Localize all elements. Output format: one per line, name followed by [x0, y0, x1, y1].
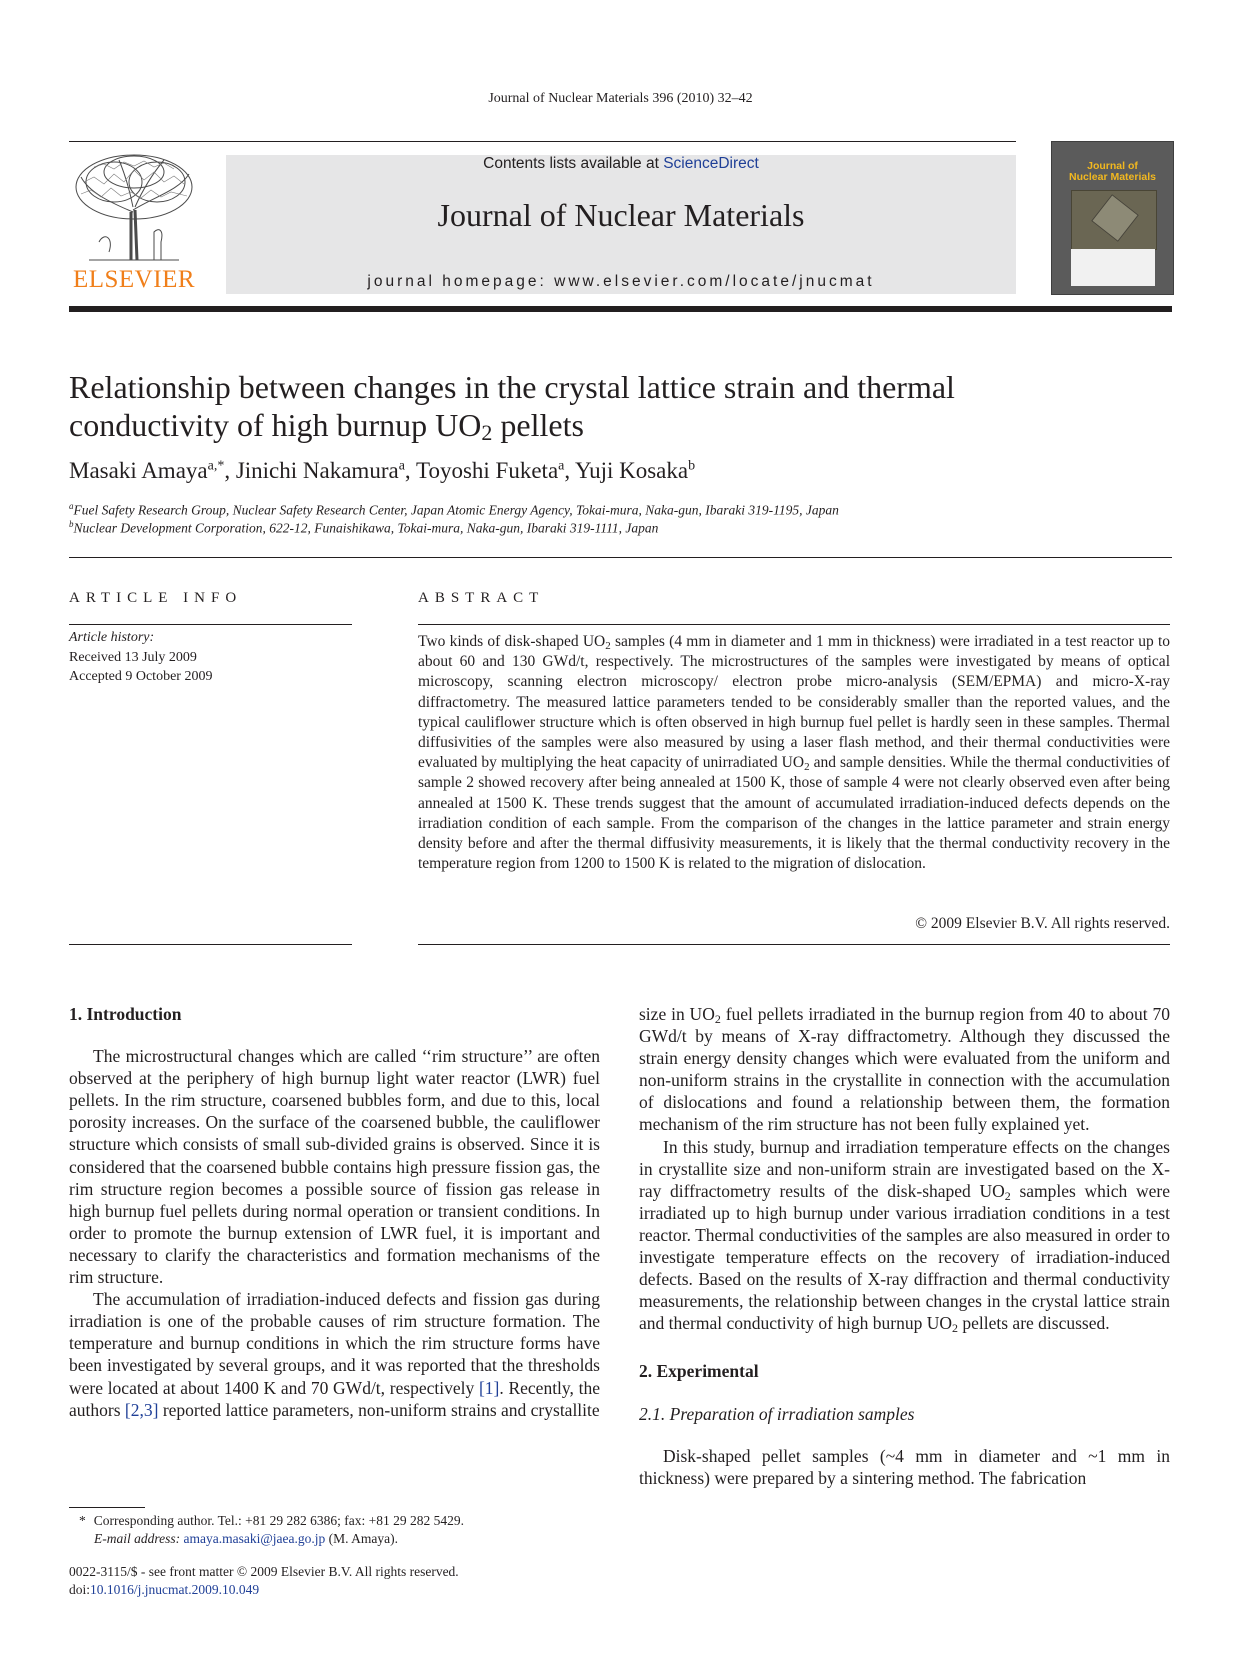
doi-line: doi:10.1016/j.jnucmat.2009.10.049 — [69, 1582, 260, 1597]
paragraph: size in $UO_2$ fuel pellets irradiated in the burnup region from 40 to about 70 GWd/t by means of X-ray diffractometry. Although they discussed the strain energy density changes which were evaluated from the uniform and non-uniform strains in the crystallite in connection with the accumulation of dislocations and found a relationship between them, the formation mechanism of the rim structure has not been fully explained yet. — [639, 1004, 1170, 1135]
author-name[interactable]: Toyoshi Fuketa — [416, 458, 559, 483]
article-info-heading: ARTICLE INFO — [69, 590, 243, 606]
author-affil-mark: a — [558, 458, 565, 474]
header-top-rule — [69, 141, 1016, 142]
cover-title — [1052, 161, 1173, 183]
cover-micrograph — [1071, 190, 1157, 250]
abstract-copyright: © 2009 Elsevier B.V. All rights reserved. — [915, 915, 1170, 932]
journal-homepage[interactable]: journal homepage: www.elsevier.com/locate/jnucmat — [367, 273, 875, 290]
author-list: Masaki Amaya$^{a,*}$, Jinichi Nakamura$^a$, Toyoshi Fuketa$^a$, Yuji Kosaka$^b$ — [69, 458, 696, 483]
header-thick-rule — [69, 306, 1172, 312]
title-line2: conductivity of high burnup $UO_2$ pellets — [69, 407, 584, 445]
affiliation: $^a$Fuel Safety Research Group, Nuclear Safety Research Center, Japan Atomic Energy Agency, Tokai-mura, Naka-gun, Ibaraki 319-1195, Japan — [69, 501, 839, 518]
affiliation-mark: a — [69, 501, 74, 511]
affiliation-mark: b — [69, 519, 74, 529]
body-column-left — [69, 1003, 600, 1421]
elsevier-wordmark: ELSEVIER — [72, 266, 196, 293]
cover-title-line2: Nuclear Materials — [1069, 171, 1156, 183]
abstract-rule — [418, 624, 1170, 625]
footnote-rule — [69, 1507, 145, 1508]
abstract-text: Two kinds of disk-shaped $UO_2$ samples (4 mm in diameter and 1 mm in thickness) were irradiated in a test reactor up to about 60 and 130 GWd/t, respectively. The microstructures of the samples were investigated by means of optical microscopy, scanning electron microscopy/ electron probe micro-analysis (SEM/EPMA) and micro-X-ray diffractometry. The measured lattice parameters tended to be considerably smaller than the reported values, and the typical cauliflower structure which is often observed in high burnup fuel pellet is hardly seen in these samples. Thermal diffusivities of the samples were also measured by using a laser flash method, and their thermal conductivities were evaluated by multiplying the heat capacity of unirradiated $UO_2$ and sample densities. While the thermal conductivities of sample 2 showed recovery after being annealed at 1500 K, those of sample 4 were not clearly observed even after being annealed at 1500 K. These trends suggest that the amount of accumulated irradiation-induced defects depends on the irradiation condition of each sample. From the comparison of the changes in the lattice parameter and strain energy density before and after the thermal diffusivity measurements, it is likely that the thermal conductivity recovery in the temperature region from 1200 to 1500 K is related to the migration of dislocation. — [418, 633, 1170, 873]
cover-title-line1: Journal of — [1087, 160, 1138, 172]
section-heading: 1. Introduction — [69, 1004, 182, 1024]
running-head: Journal of Nuclear Materials 396 (2010) 32–42 — [488, 91, 753, 106]
journal-banner — [226, 155, 1016, 294]
section-heading: 2. Experimental — [639, 1361, 759, 1382]
title-line1: Relationship between changes in the crystal lattice strain and thermal — [69, 369, 955, 405]
author-name[interactable]: Jinichi Nakamura — [235, 458, 399, 483]
received-date: Received 13 July 2009 — [69, 649, 197, 665]
article-info-bottom-rule — [69, 944, 352, 945]
citation-link[interactable]: [2,3] — [124, 1399, 159, 1420]
sciencedirect-link[interactable]: ScienceDirect — [663, 155, 759, 172]
email-link[interactable]: amaya.masaki@jaea.go.jp — [183, 1531, 326, 1546]
paragraph: Disk-shaped pellet samples (~4 mm in diameter and ~1 mm in thickness) were prepared by a sintering method. The fabrication — [639, 1445, 1170, 1488]
article-history — [69, 628, 212, 687]
tree-icon — [69, 152, 199, 264]
journal-cover-thumbnail — [1051, 141, 1174, 295]
issn-line: 0022-3115/$ - see front matter © 2009 Elsevier B.V. All rights reserved. — [69, 1564, 459, 1579]
article-info-rule — [69, 624, 352, 625]
author-name[interactable]: Yuji Kosaka — [575, 458, 689, 483]
affiliation: $^b$Nuclear Development Corporation, 622-12, Funaishikawa, Tokai-mura, Naka-gun, Ibaraki 319-1111, Japan — [69, 519, 659, 536]
author-name[interactable]: Masaki Amaya — [69, 458, 208, 483]
paragraph: In this study, burnup and irradiation temperature effects on the changes in crystallite size and non-uniform strain are investigated based on the X-ray diffractometry results of the disk-shaped $UO_2$ samples which were irradiated up to high burnup under various irradiation conditions in a test reactor. Thermal conductivities of the samples are also measured in order to investigate temperature effects on the recovery of irradiation-induced defects. Based on the results of X-ray diffraction and thermal conductivity measurements, the relationship between changes in the crystal lattice strain and thermal conductivity of high burnup $UO_2$ pellets are discussed. — [639, 1136, 1170, 1336]
author-affil-mark: b — [688, 458, 696, 474]
corresponding-footnote: * Corresponding author. Tel.: +81 29 282 6386; fax: +81 29 282 5429. E-mail address: amaya.masaki@jaea.go.jp (M. Amaya). — [79, 1513, 465, 1546]
history-label: Article history: — [69, 630, 155, 645]
subsection-heading: 2.1. Preparation of irradiation samples — [639, 1403, 915, 1424]
paragraph: The accumulation of irradiation-induced defects and fission gas during irradiation is one of the probable causes of rim structure formation. The temperature and burnup conditions in which the rim structure forms have been investigated by several groups, and it was reported that the thresholds were located at about 1400 K and 70 GWd/t, respectively [1]. Recently, the authors [2,3] reported lattice parameters, non-uniform strains and crystallite — [69, 1289, 600, 1420]
journal-title: Journal of Nuclear Materials — [437, 197, 805, 233]
accepted-date: Accepted 9 October 2009 — [69, 669, 213, 684]
body-column-right — [639, 1003, 1170, 1489]
author-affil-mark: a — [398, 458, 405, 474]
affiliation-rule — [69, 557, 1172, 558]
elsevier-logo — [69, 152, 199, 294]
cover-bottom-panel — [1071, 249, 1155, 286]
contents-prefix: Contents lists available at — [483, 155, 664, 172]
article-title — [69, 368, 1069, 452]
citation-link[interactable]: [1] — [478, 1377, 500, 1398]
abstract-heading: ABSTRACT — [418, 590, 545, 606]
paragraph: The microstructural changes which are called ‘‘rim structure’’ are often observed at the periphery of high burnup light water reactor (LWR) fuel pellets. In the rim structure, coarsened bubbles form, and due to this, local porosity increases. On the surface of the coarsened bubble, the cauliflower structure which consists of small sub-divided grains is observed. Since it is considered that the coarsened bubble contains high pressure fission gas, the rim structure region becomes a possible source of fission gas release in high burnup fuel pellets during normal operation or transient conditions. In order to promote the burnup extension of LWR fuel, it is important and necessary to clarify the characteristics and formation mechanisms of the rim structure. — [69, 1046, 600, 1288]
author-affil-mark: a,* — [207, 458, 225, 474]
contents-line — [226, 155, 1016, 173]
doi-link[interactable]: 10.1016/j.jnucmat.2009.10.049 — [90, 1582, 260, 1597]
abstract-bottom-rule — [418, 944, 1170, 945]
